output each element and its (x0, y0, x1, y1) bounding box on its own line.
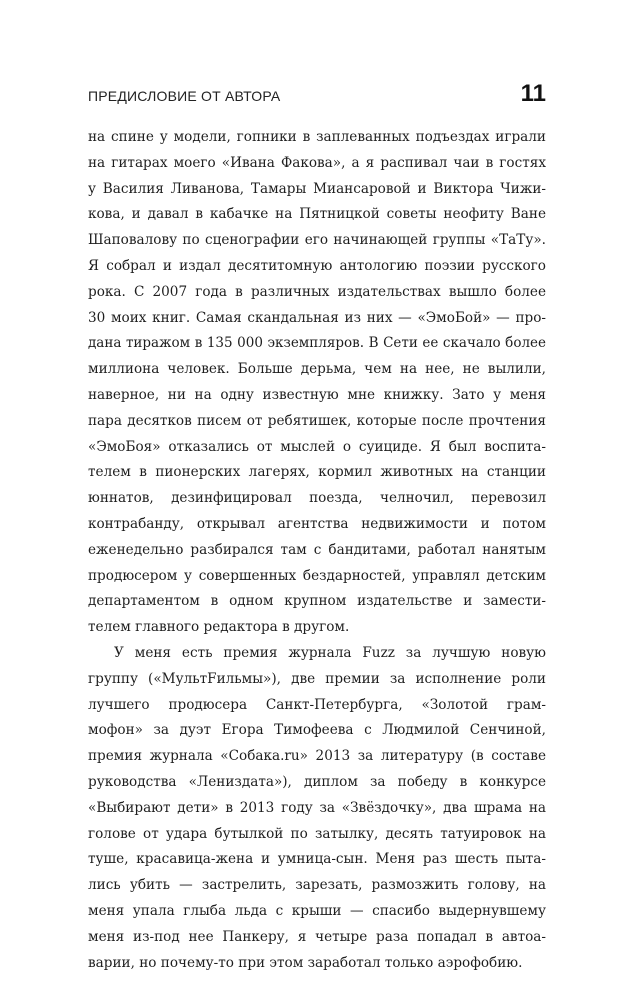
text-line: премия журнала «Собака.ru» 2013 за литературу (в составе (88, 748, 546, 765)
text-line: пара десятков писем от ребятишек, которые после прочтения (88, 412, 546, 429)
text-line: наверное, ни на одну известную мне книжку. Зато у меня (88, 386, 546, 403)
text-line: юннатов, дезинфицировал поезда, челночил, перевозил (88, 490, 546, 507)
text-line: «Выбирают дети» в 2013 году за «Звёздочку», два шрама на (88, 799, 546, 816)
text-line: миллиона человек. Больше дерьма, чем на нее, не вылили, (88, 361, 546, 378)
text-line: дана тиражом в 135 000 экземпляров. В Сети ее скачало более (88, 335, 546, 352)
text-line: у Василия Ливанова, Тамары Миансаровой и Виктора Чижи- (88, 180, 546, 197)
text-line: на гитарах моего «Ивана Факова», а я распивал чаи в гостях (88, 154, 546, 171)
paragraph-1 (88, 125, 546, 641)
text-line: еженедельно разбирался там с бандитами, работал нанятым (88, 541, 546, 558)
text-line: на спине у модели, гопники в заплеванных подъездах играли (88, 129, 546, 145)
text-line: меня из-под нее Панкеру, я четыре раза попадал в автоа- (88, 928, 546, 945)
page-number: 11 (520, 80, 546, 107)
text-line: мофон» за дуэт Егора Тимофеева с Людмилой Сенчиной, (88, 722, 546, 739)
paragraph-2 (88, 641, 546, 976)
text-line: лучшего продюсера Санкт-Петербурга, «Золотой грам- (88, 696, 546, 713)
text-line: Я собрал и издал десятитомную антологию поэзии русского (88, 257, 546, 274)
text-line: департаментом в одном крупном издательстве и замести- (88, 593, 546, 610)
text-line: 30 моих книг. Самая скандальная из них — «ЭмоБой» — про- (88, 309, 546, 326)
text-line: продюсером у совершенных бездарностей, управлял детским (88, 567, 546, 584)
text-line: телем в пионерских лагерях, кормил животных на станции (88, 464, 546, 481)
text-line: голове от удара бутылкой по затылку, десять татуировок на (88, 825, 546, 842)
text-line: руководства «Лениздата»), диплом за победу в конкурсе (88, 773, 546, 790)
text-line: меня упала глыба льда с крыши — спасибо выдернувшему (88, 902, 546, 919)
text-line: лись убить — застрелить, зарезать, размозжить голову, на (88, 877, 546, 894)
text-line: телем главного редактора в другом. (88, 619, 350, 636)
text-line: рока. С 2007 года в различных издательствах вышло более (88, 283, 546, 300)
text-line: «ЭмоБоя» отказались от мыслей о суициде. Я был воспита- (88, 438, 546, 455)
body-text (88, 125, 546, 976)
text-line: группу («МультFильмы»), две премии за исполнение роли (88, 670, 546, 687)
text-line: туше, красавица-жена и умница-сын. Меня раз шесть пыта- (88, 851, 546, 868)
text-line: У меня есть премия журнала Fuzz за лучшую новую (114, 644, 546, 661)
text-line: варии, но почему-то при этом заработал только аэрофобию. (88, 954, 523, 971)
text-line: кова, и давал в кабачке на Пятницкой советы неофиту Ване (88, 206, 546, 223)
text-line: контрабанду, открывал агентства недвижимости и потом (88, 515, 546, 532)
running-title: ПРЕДИСЛОВИЕ ОТ АВТОРА (88, 88, 281, 104)
text-line: Шаповалову по сценографии его начинающей группы «ТаТу». (88, 232, 546, 249)
